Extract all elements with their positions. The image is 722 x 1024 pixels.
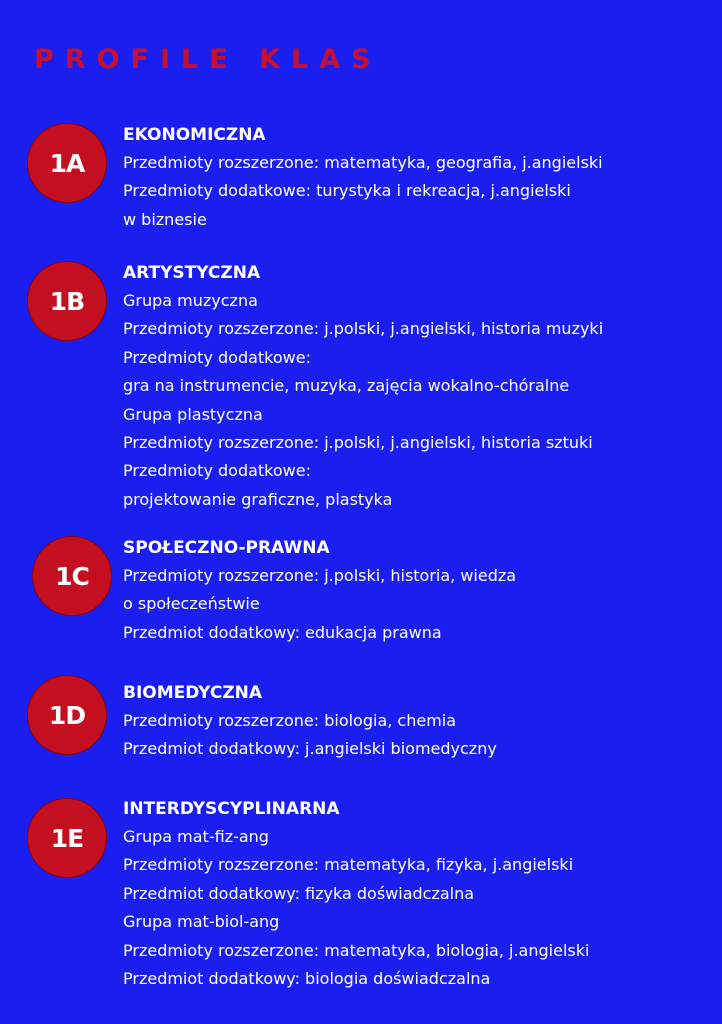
group-heading: Grupa mat-fiz-ang — [123, 827, 269, 846]
profile-line: Przedmioty rozszerzone: j.polski, historia, wiedza — [123, 566, 517, 585]
profile-line: Przedmioty dodatkowe: — [123, 461, 311, 481]
profile-line: gra na instrumencie, muzyka, zajęcia wokalno-chóralne — [123, 376, 570, 396]
profile-line: Przedmioty rozszerzone: j.polski, j.angielski, historia sztuki — [123, 433, 593, 453]
profile-line: Przedmioty rozszerzone: matematyka, geografia, j.angielski — [123, 153, 603, 172]
profile-line: Przedmioty rozszerzone: matematyka, fizyka, j.angielski — [123, 855, 574, 875]
group-heading: Grupa plastyczna — [123, 404, 263, 424]
class-badge: 1A — [27, 123, 107, 203]
profile-name: SPOŁECZNO-PRAWNA — [123, 538, 330, 558]
profile-content — [123, 121, 713, 234]
profile-line: Przedmioty rozszerzone: matematyka, biologia, j.angielski — [123, 940, 590, 960]
profile-line: Przedmioty rozszerzone: j.polski, j.angielski, historia muzyki — [123, 319, 604, 339]
profile-line: Przedmiot dodatkowy: biologia doświadczalna — [123, 969, 491, 989]
profile-line: Przedmioty rozszerzone: biologia, chemia — [123, 711, 457, 730]
group-heading: Grupa mat-biol-ang — [123, 912, 280, 932]
profile-line: projektowanie graficzne, plastyka — [123, 489, 393, 509]
profile-content — [123, 679, 713, 764]
profile-content — [123, 534, 713, 647]
profile-name: INTERDYSCYPLINARNA — [123, 799, 340, 819]
profile-name: EKONOMICZNA — [123, 125, 266, 145]
profile-line: Przedmioty dodatkowe: — [123, 347, 311, 367]
profile-name: BIOMEDYCZNA — [123, 683, 263, 703]
class-badge: 1B — [27, 261, 107, 341]
profile-line: Przedmiot dodatkowy: j.angielski biomedyczny — [123, 739, 497, 759]
profile-content — [123, 259, 713, 514]
profile-content — [123, 795, 713, 993]
profile-line: Przedmiot dodatkowy: edukacja prawna — [123, 622, 442, 642]
class-badge: 1E — [27, 798, 107, 878]
group-heading: Grupa muzyczna — [123, 291, 258, 310]
profile-line: Przedmiot dodatkowy: fizyka doświadczalna — [123, 883, 475, 903]
page-title: PROFILE KLAS — [34, 44, 382, 75]
profile-name: ARTYSTYCZNA — [123, 263, 261, 283]
profile-line: o społeczeństwie — [123, 594, 260, 614]
profile-line: w biznesie — [123, 209, 207, 229]
profile-line: Przedmioty dodatkowe: turystyka i rekreacja, j.angielski — [123, 181, 571, 201]
class-badge: 1C — [32, 536, 112, 616]
class-badge: 1D — [27, 675, 107, 755]
